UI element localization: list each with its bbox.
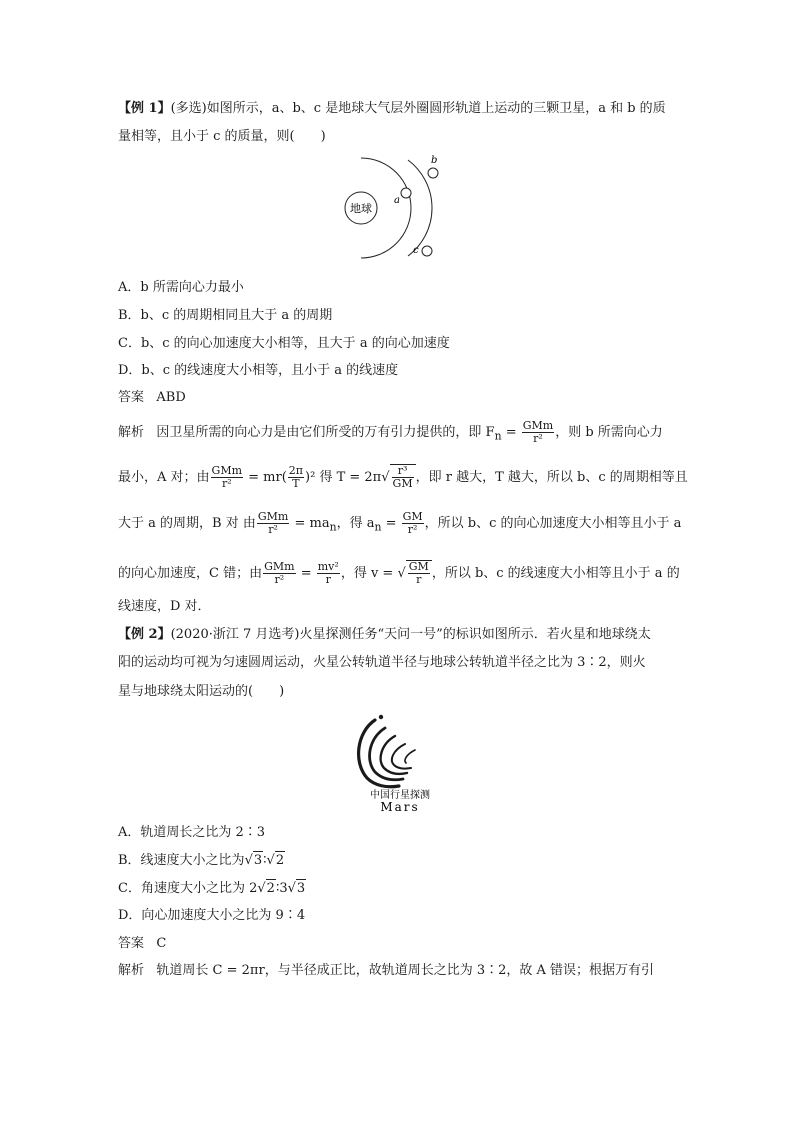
- logo-text-cn: 中国行星探测: [370, 790, 430, 801]
- fraction-gm-r2: $\frac{GM}{\text{r²}}$: [402, 510, 423, 536]
- fraction-gmm-r2: $\frac{\text{GMm}}{\text{r²}}$: [211, 464, 243, 490]
- fraction-mv2-r: $\frac{\text{mv²}}{r}$: [317, 560, 339, 586]
- fraction-gmm-r2: $\frac{\text{GMm}}{\text{r²}}$: [264, 560, 295, 586]
- fraction-gmm-r2: $\frac{\text{GMm}}{\text{r²}}$: [257, 510, 289, 536]
- label-c: c: [413, 245, 419, 256]
- label-b: b: [431, 155, 438, 166]
- example-2-option-a: A．轨道周长之比为 2∶3: [118, 825, 266, 840]
- example-1-option-c: C．b、c 的向心加速度大小相等，且大于 a 的向心加速度: [118, 336, 450, 351]
- label-a: a: [394, 195, 400, 206]
- example-2-option-d: D．向心加速度大小之比为 9∶4: [118, 908, 306, 923]
- example-1-analysis-line-4: 的向心加速度，C 错；由 $\frac{\text{GMm}}{\text{r²}}$ = $\frac{\text{mv²}}{r}$ ，得 v = √ $\frac{GM}{r}$ ，所以 b、c 的线速度大小相等且小于 a 的: [118, 560, 680, 586]
- example-2-option-c: C．角速度大小之比为 2√2∶3√3: [118, 881, 306, 896]
- logo-text-en: Mars: [380, 800, 420, 812]
- fraction-gmm-r2: $\frac{\text{GMm}}{\text{r²}}$: [522, 419, 554, 445]
- example-2-option-b: B．线速度大小之比为√3∶√2: [118, 853, 285, 868]
- satellite-a: [401, 188, 411, 198]
- orbit-figure: [330, 150, 460, 262]
- fraction-gm-r: $\frac{GM}{r}$: [408, 560, 429, 586]
- example-1-tag: 【例 1】: [118, 101, 171, 116]
- logo-arc-2: [370, 728, 403, 780]
- logo-dot: [379, 715, 383, 719]
- tianwen-logo: [355, 712, 445, 812]
- fraction-r3-gm: $\frac{\text{r³}}{GM}$: [392, 464, 413, 490]
- logo-arc-5: [405, 750, 415, 763]
- earth-label: 地球: [350, 202, 372, 215]
- example-2-answer: 答案 C: [118, 936, 167, 951]
- example-2-tag: 【例 2】: [118, 627, 171, 642]
- example-1-analysis-line-1: 解析 因卫星所需的向心力是由它们所受的万有引力提供的，即 $F_n$ = $\frac{\text{GMm}}{\text{r²}}$ ，则 b 所需向心力: [118, 419, 663, 445]
- satellite-b: [428, 168, 438, 178]
- example-1-analysis-line-2: 最小，A 对；由 $\frac{\text{GMm}}{\text{r²}}$ = mr( $\frac{2\pi}{T}$ )² 得 T = 2π√ $\frac{\text{r³}}{GM}$ ，即 r 越大，T 越大，所以 b、c 的周期相等且: [118, 464, 688, 490]
- example-2-analysis-line-1: 解析 轨道周长 C = 2πr，与半径成正比，故轨道周长之比为 3∶2，故 A 错误；根据万有引: [118, 963, 655, 978]
- example-1-option-b: B．b、c 的周期相同且大于 a 的周期: [118, 308, 333, 323]
- example-1-analysis-line-3: 大于 a 的周期，B 对 由 $\frac{\text{GMm}}{\text{r²}}$ = $ma_n$，得 $a_n$ = $\frac{GM}{\text{r²}}$ ，所以 b、c 的向心加速度大小相等且小于 a: [118, 510, 682, 536]
- example-1-option-a: A．b 所需向心力最小: [118, 280, 244, 295]
- example-1-analysis-line-5: 线速度，D 对．: [118, 599, 211, 614]
- satellite-c: [422, 246, 432, 256]
- example-2-stem-line-2: 阳的运动均可视为匀速圆周运动，火星公转轨道半径与地球公转轨道半径之比为 3∶2，则火: [118, 655, 646, 670]
- example-2-stem-line-1: 【例 2】(2020·浙江 7 月选考)火星探测任务“天问一号”的标识如图所示．若火星和地球绕太: [118, 627, 651, 642]
- example-1-stem-line-2: 量相等，且小于 c 的质量，则( ): [118, 129, 326, 144]
- example-2-stem-line-3: 星与地球绕太阳运动的( ): [118, 684, 285, 699]
- fraction-2pi-t: $\frac{2\pi}{T}$: [288, 464, 304, 490]
- example-1-answer: 答案 ABD: [118, 390, 186, 405]
- example-1-stem-line-1: 【例 1】(多选)如图所示，a、b、c 是地球大气层外圈圆形轨道上运动的三颗卫星，a 和 b 的质: [118, 101, 666, 116]
- logo-arc-4: [392, 744, 411, 769]
- example-1-option-d: D．b、c 的线速度大小相等，且小于 a 的线速度: [118, 363, 399, 378]
